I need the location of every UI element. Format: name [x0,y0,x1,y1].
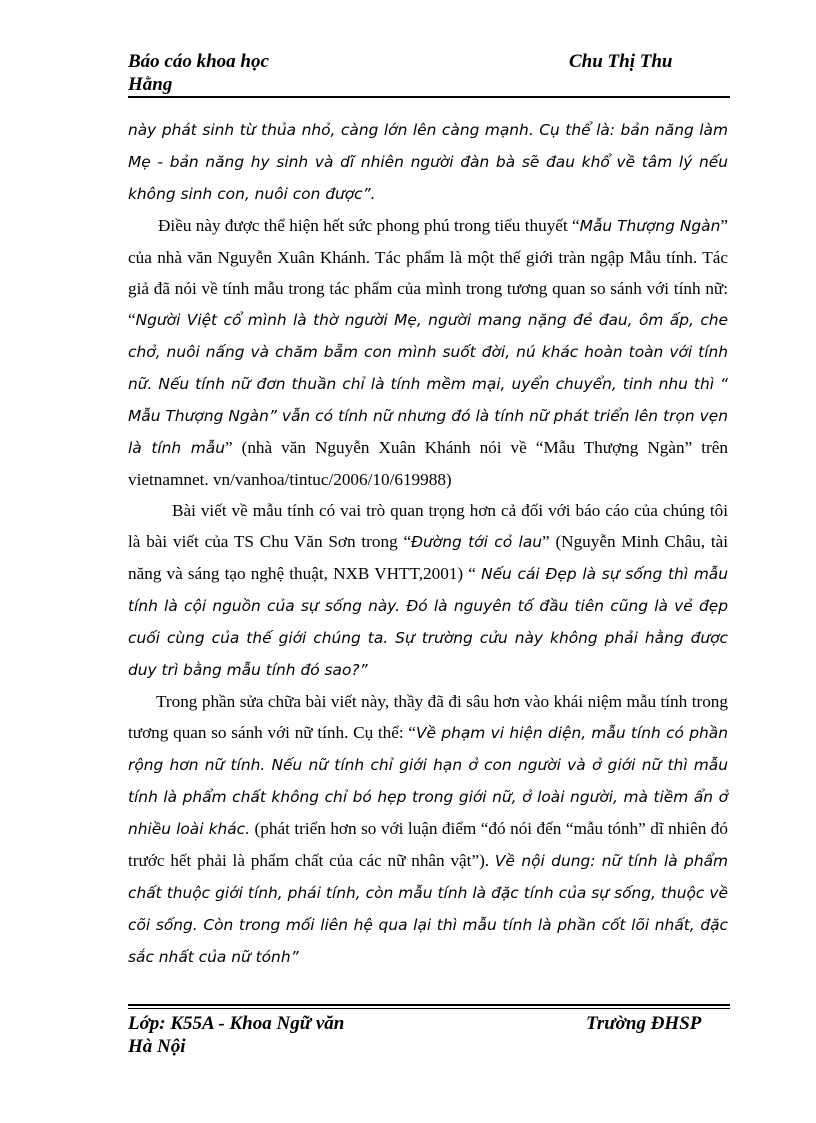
book-title: Mẫu Thượng Ngàn [579,217,721,235]
body-text-run: ” của nhà văn Nguyễn Xuân Khánh. Tác phẩm là một thế giới tràn ngập Mẫu tính. Tác giả đã nói về tính mẫu trong tác phẩm của mình trong tương quan so sánh với tính nữ: “ [128,216,728,329]
body-text-run: Trong phần sửa chữa bài viết này, thầy đã đi sâu hơn vào khái niệm mẫu tính trong tương quan so sánh với nữ tính. Cụ thể: “ [128,692,728,742]
body-text-run: ” (nhà văn Nguyễn Xuân Khánh nói về “Mẫu Thượng Ngàn” trên vietnamnet. vn/vanhoa/tintuc/2006/10/619988) [128,438,728,489]
footer-class-info: Lớp: K55A - Khoa Ngữ văn [128,1013,345,1034]
header-author-name-continued: Hằng [128,74,173,95]
header-report-title: Báo cáo khoa học [128,51,269,72]
paragraph-1 [128,114,728,210]
quote-text: Về nội dung: nữ tính là phẩm chất thuộc giới tính, phái tính, còn mẫu tính là đặc tính của sự sống, thuộc về cõi sống. Còn trong mối liên hệ qua lại thì mẫu tính là phần cốt lõi nhất, đặc sắc nhất của nữ tónh” [128,852,728,966]
quote-text: này phát sinh từ thủa nhỏ, càng lớn lên càng mạnh. Cụ thể là: bản năng làm Mẹ - bản năng hy sinh và dĩ nhiên người đàn bà sẽ đau khổ về tâm lý nếu không sinh con, nuôi con được”. [128,121,728,203]
body-text-run: ” (Nguyễn Minh Châu, tài năng và sáng tạo nghệ thuật, NXB VHTT,2001) “ [128,532,728,583]
footer-school-name: Trường ĐHSP [586,1013,702,1034]
footer-rule-thin [128,1008,730,1009]
quote-text: Nếu cái Đẹp là sự sống thì mẫu tính là cội nguồn của sự sống này. Đó là nguyên tố đầu tiên cũng là vẻ đẹp cuối cùng của thế giới chúng ta. Sự trường cửu này không phải hằng được duy trì bằng mẫu tính đó sao?” [128,565,728,679]
paragraph-3 [128,495,728,686]
quote-text: Về phạm vi hiện diện, mẫu tính có phần rộng hơn nữ tính. Nếu nữ tính chỉ giới hạn ở con người và ở giới nữ thì mẫu tính là phẩm chất không chỉ bó hẹp trong giới nữ, ở loài người, mà tiềm ẩn ở nhiều loài khác. [128,724,728,838]
footer-rule-thick [128,1004,730,1006]
paragraph-4 [128,686,728,973]
book-title: Đường tới cỏ lau [411,533,543,551]
header-author-name: Chu Thị Thu [569,51,673,72]
body-text-run: Bài viết về mẫu tính có vai trò quan trọng hơn cả đối với báo cáo của chúng tôi là bài viết của TS Chu Văn Sơn trong “ [128,501,728,551]
quote-text: Người Việt cổ mình là thờ người Mẹ, người mang nặng đẻ đau, ôm ấp, che chở, nuôi nấng và chăm bẵm con mình suốt đời, nú khác hoàn toàn với tính nữ. Nếu tính nữ đơn thuần chỉ là tính mềm mại, uyển chuyển, tinh nhu thì “ Mẫu Thượng Ngàn” vẫn có tính nữ nhưng đó là tính nữ phát triển lên trọn vẹn là tính mẫu [128,311,728,457]
body-text-run: (phát triển hơn so với luận điểm “đó nói đến “mẫu tónh” dĩ nhiên đó trước hết phải là phẩm chất của các nữ nhân vật”). [128,819,728,870]
paragraph-2 [128,210,728,495]
document-body [128,114,728,973]
body-text-run: Điều này được thể hiện hết sức phong phú trong tiểu thuyết “ [158,216,580,235]
footer-location: Hà Nội [128,1036,186,1057]
header-rule [128,96,730,98]
